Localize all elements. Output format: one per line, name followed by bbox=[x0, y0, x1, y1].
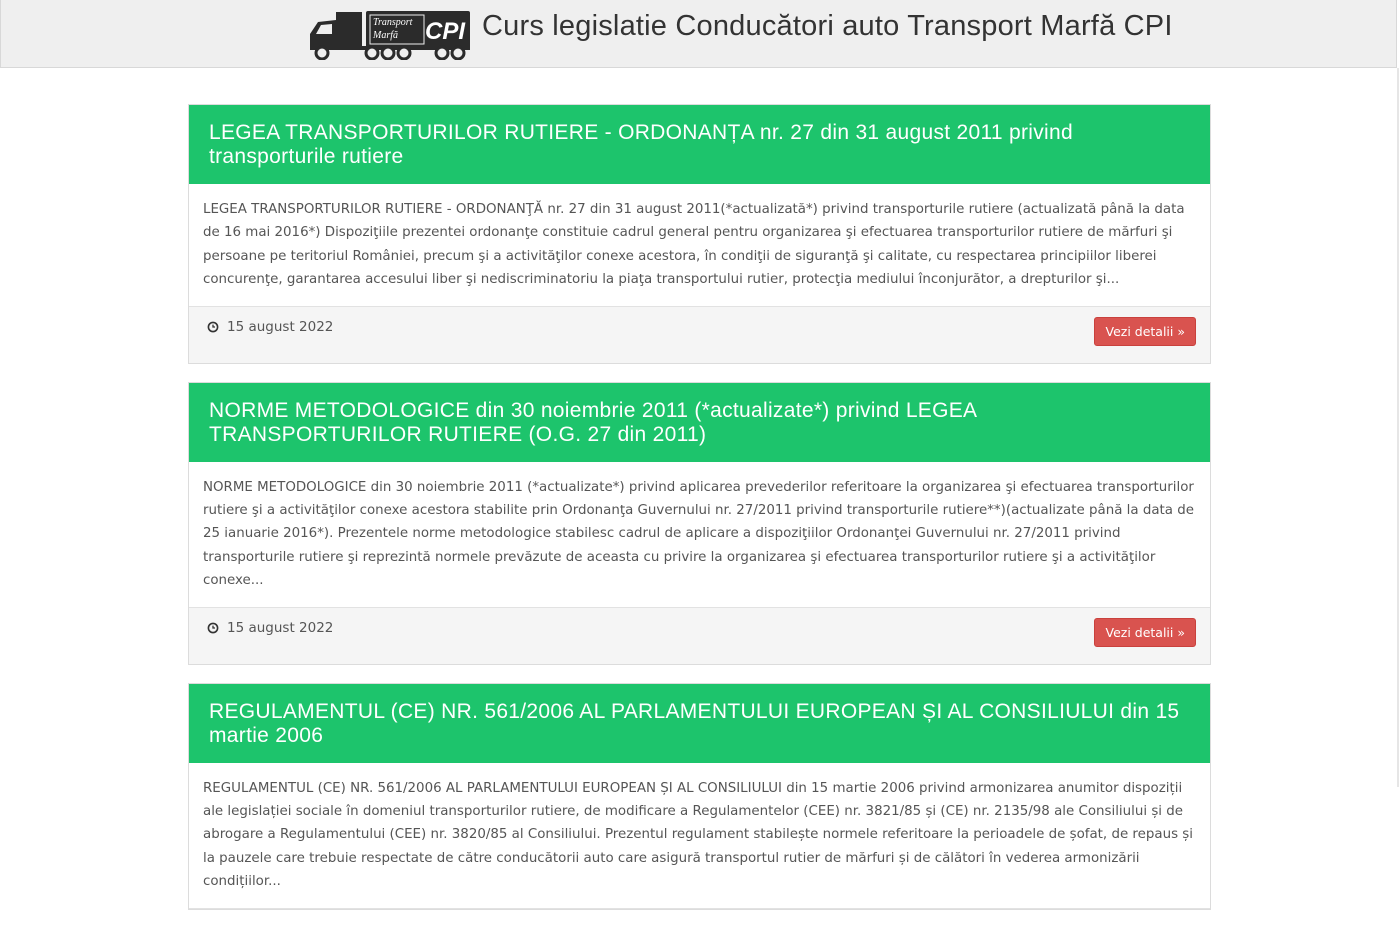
article-date bbox=[207, 620, 333, 636]
article-card bbox=[188, 104, 1211, 364]
view-details-button[interactable]: Vezi detalii » bbox=[1094, 618, 1196, 647]
article-card bbox=[188, 382, 1211, 665]
article-footer bbox=[189, 307, 1210, 363]
article-title[interactable]: NORME METODOLOGICE din 30 noiembrie 2011 (*actualizate*) privind LEGEA TRANSPORTURILOR RUTIERE (O.G. 27 din 2011) bbox=[189, 383, 1210, 462]
article-date-text: 15 august 2022 bbox=[227, 318, 334, 335]
article-excerpt: NORME METODOLOGICE din 30 noiembrie 2011 (*actualizate*) privind aplicarea prevederilor referitoare la organizarea şi efectuarea transporturilor rutiere şi a activităţilor conexe acestora stabilite prin Ordonanţa Guvernului nr. 27/2011 privind transporturile rutiere**)(actualizate până la data de 25 ianuarie 2016*). Prezentele norme metodologice stabilesc cadrul de aplicare a dispoziţiilor Ordonanţei Guvernului nr. 27/2011 privind transporturile rutiere şi reprezintă normele prevăzute de aceasta cu privire la organizarea şi efectuarea transporturilor rutiere şi a activităţilor conexe... bbox=[189, 462, 1210, 608]
brand-logo-link[interactable] bbox=[306, 8, 472, 60]
article-title[interactable]: REGULAMENTUL (CE) NR. 561/2006 AL PARLAMENTULUI EUROPEAN ȘI AL CONSILIULUI din 15 martie 2006 bbox=[189, 684, 1210, 763]
article-footer bbox=[189, 608, 1210, 664]
article-title[interactable]: LEGEA TRANSPORTURILOR RUTIERE - ORDONANȚA nr. 27 din 31 august 2011 privind transporturile rutiere bbox=[189, 105, 1210, 184]
view-details-button[interactable]: Vezi detalii » bbox=[1094, 317, 1196, 346]
svg-text:CPI: CPI bbox=[425, 18, 466, 45]
truck-logo-icon bbox=[306, 8, 472, 60]
article-date bbox=[207, 319, 333, 335]
site-title[interactable]: Curs legislatie Conducători auto Transport Marfă CPI bbox=[482, 10, 1173, 42]
article-card bbox=[188, 683, 1211, 910]
article-excerpt: LEGEA TRANSPORTURILOR RUTIERE - ORDONANŢĂ nr. 27 din 31 august 2011(*actualizată*) privind transporturile rutiere (actualizată până la data de 16 mai 2016*) Dispoziţiile prezentei ordonanţe constituie cadrul general pentru organizarea şi efectuarea transporturilor rutiere de mărfuri şi persoane pe teritoriul României, precum şi a activităţilor conexe acestora, în condiţii de siguranţă şi calitate, cu respectarea principiilor liberei concurenţe, garantarea accesului liber şi nediscriminatoriu la piaţa transportului rutier, protecţia mediului înconjurător, a drepturilor şi... bbox=[189, 184, 1210, 307]
article-excerpt: REGULAMENTUL (CE) NR. 561/2006 AL PARLAMENTULUI EUROPEAN ȘI AL CONSILIULUI din 15 martie 2006 privind armonizarea anumitor dispoziții ale legislației sociale în domeniul transporturilor rutiere, de modificare a Regulamentelor (CEE) nr. 3821/85 și (CE) nr. 2135/98 ale Consiliului și de abrogare a Regulamentului (CEE) nr. 3820/85 al Consiliului. Prezentul regulament stabilește normele referitoare la perioadele de șofat, de repaus și la pauzele care trebuie respectate de către conducătorii auto care asigură transportul rutier de mărfuri și de călători în vederea armonizării condițiilor... bbox=[189, 763, 1210, 909]
svg-text:Transport: Transport bbox=[373, 17, 413, 28]
article-list bbox=[188, 104, 1211, 928]
clock-icon bbox=[207, 622, 219, 634]
article-date-text: 15 august 2022 bbox=[227, 619, 334, 636]
svg-text:Marfă: Marfă bbox=[373, 30, 398, 41]
clock-icon bbox=[207, 321, 219, 333]
site-header bbox=[0, 0, 1397, 68]
